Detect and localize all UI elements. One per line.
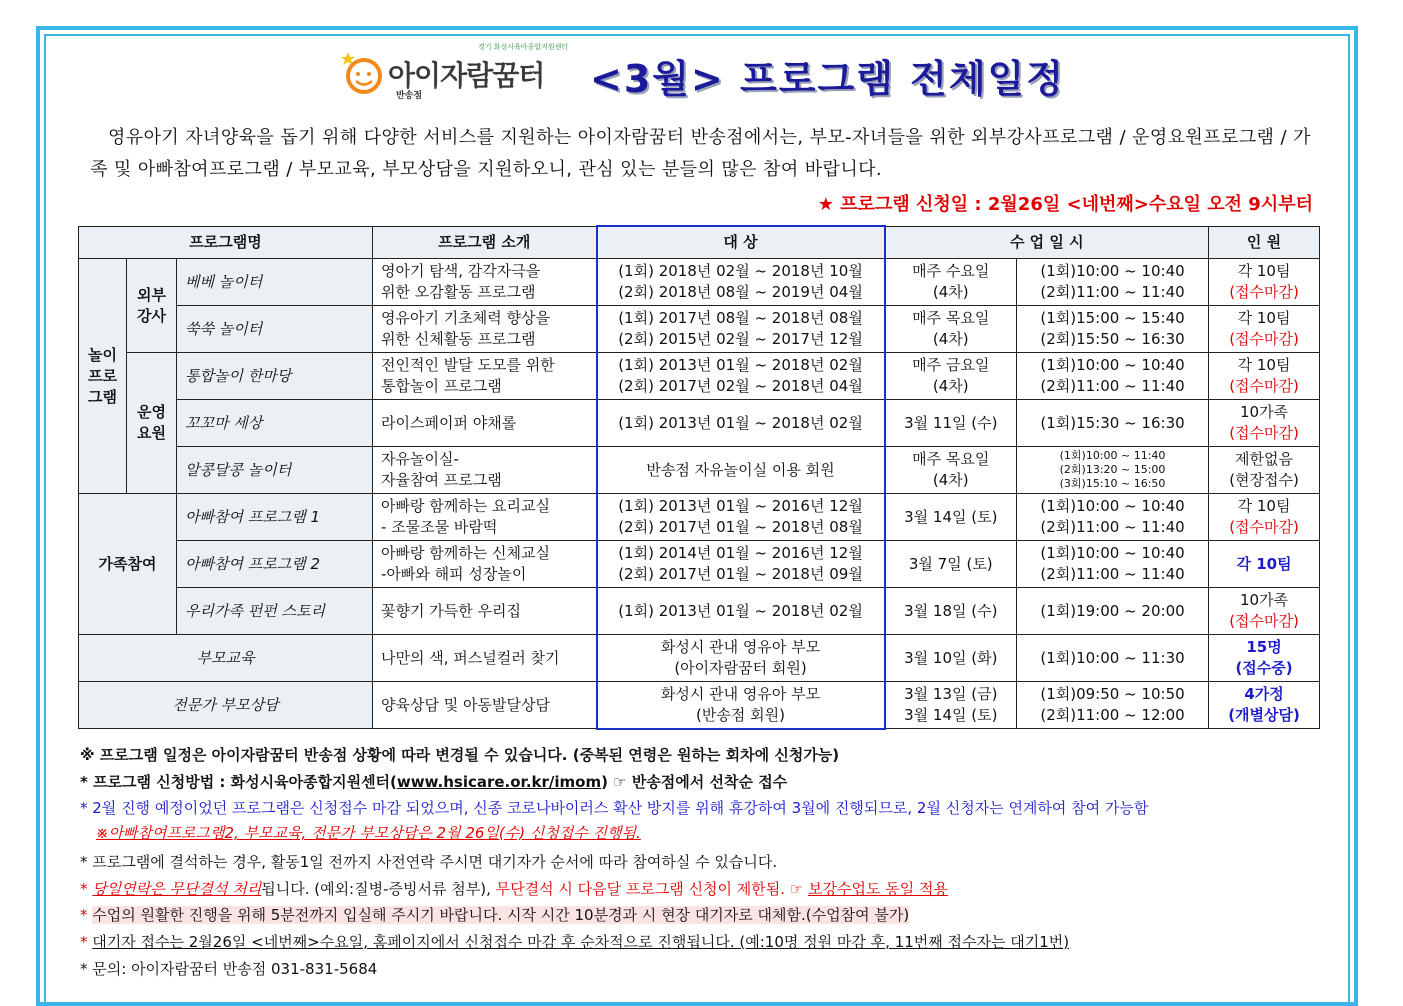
note-arrival: * 수업의 원활한 진행을 위해 5분전까지 입실해 주시기 바랍니다. 시작 시간 10분경과 시 현장 대기자로 대체함.(수업참여 불가) [80,906,910,924]
note-absence: * 프로그램에 결석하는 경우, 활동1일 전까지 사전연락 주시면 대기자가 순서에 따라 참여하실 수 있습니다. [80,853,778,871]
program-name: 쑥쑥 놀이터 [177,306,373,353]
program-capacity [1209,447,1320,494]
group-staff: 운영 요원 [127,353,177,494]
program-target: (1회) 2013년 01월 ~ 2018년 02월 [597,400,885,447]
program-capacity [1209,635,1320,682]
header-intro: 프로그램 소개 [373,226,597,259]
program-time: (1회)10:00 ~ 10:40 (2회)11:00 ~ 11:40 [1017,494,1209,541]
page-title: <3월> 프로그램 전체일정 [590,57,1065,101]
program-day: 3월 14일 (토) [885,494,1017,541]
program-capacity [1209,400,1320,447]
program-intro: 자유놀이실- 자율참여 프로그램 [373,447,597,494]
program-target: 화성시 관내 영유아 부모 (반송점 회원) [597,682,885,729]
program-target: (1회) 2013년 01월 ~ 2018년 02월 (2회) 2017년 02월 ~ 2018년 04월 [597,353,885,400]
table-row [79,353,1320,400]
note-apply-method [80,771,787,792]
program-name: 아빠참여 프로그램 1 [177,494,373,541]
table-header-row [79,226,1320,259]
program-time: (1회)10:00 ~ 10:40 (2회)11:00 ~ 11:40 [1017,541,1209,588]
program-capacity [1209,682,1320,729]
program-day: 3월 11일 (수) [885,400,1017,447]
table-row [79,682,1320,729]
header-name: 프로그램명 [79,226,373,259]
group-play: 놀이 프로 그램 [79,259,127,494]
note-apply-text-end: ) ☞ 반송점에서 선착순 접수 [601,773,788,791]
program-day: 매주 목요일 (4차) [885,447,1017,494]
program-name: 아빠참여 프로그램 2 [177,541,373,588]
capacity-status: (현장접수) [1229,471,1299,489]
capacity-status: (접수마감) [1229,612,1299,630]
logo-center-name: 경기 화성시육아종합지원센터 [478,43,569,51]
apply-date-notice: ★ 프로그램 신청일 : 2월26일 <네번째>수요일 오전 9시부터 [817,194,1313,215]
no-show-makeup: 보강수업도 동일 적용 [808,880,948,898]
arrival-text: 수업의 원활한 진행을 위해 5분전까지 입실해 주시기 바랍니다. 시작 시간 10분경과 시 현장 대기자로 대체함.(수업참여 불가) [92,906,910,924]
program-time: (1회)10:00 ~ 10:40 (2회)11:00 ~ 11:40 [1017,259,1209,306]
program-time: (1회)10:00 ~ 11:40 (2회)13:20 ~ 15:00 (3회)15:10 ~ 16:50 [1017,447,1209,494]
program-day: 3월 7일 (토) [885,541,1017,588]
note-postponed: * 2월 진행 예정이었던 프로그램은 신청접수 마감 되었으며, 신종 코로나바이러스 확산 방지를 위해 휴강하여 3월에 진행되므로, 2월 신청자는 연계하여 참여 가능함 [80,799,1149,817]
program-time: (1회)15:00 ~ 15:40 (2회)15:50 ~ 16:30 [1017,306,1209,353]
waitlist-text: 대기자 접수는 2월26일 <네번째>수요일, 홈페이지에서 신청접수 마감 후 순차적으로 진행됩니다. (예:10명 정원 마감 후, 11번째 접수자는 대기1번) [92,933,1070,951]
capacity-status: (접수마감) [1229,330,1299,348]
capacity-value: 제한없음 [1235,450,1294,468]
program-name: 전문가 부모상담 [79,682,373,729]
child-face-logo-icon [342,50,382,96]
note-apply-text: * 프로그램 신청방법 : 화성시육아종합지원센터( [80,773,397,791]
program-capacity [1209,259,1320,306]
capacity-status: (접수마감) [1229,377,1299,395]
note-waitlist: * 대기자 접수는 2월26일 <네번째>수요일, 홈페이지에서 신청접수 마감 후 순차적으로 진행됩니다. (예:10명 정원 마감 후, 11번째 접수자는 대기1번) [80,933,1070,951]
capacity-value: 4가정 [1244,685,1284,703]
no-show-text: 됩니다. (예외:질병-증빙서류 첨부), [261,880,496,898]
logo-brand: 아이자람꿈터 [388,59,545,92]
program-intro: 아빠랑 함께하는 신체교실 -아빠와 해피 성장놀이 [373,541,597,588]
header-target: 대 상 [597,226,885,259]
capacity-value: 각 10팀 [1237,309,1291,327]
program-target: (1회) 2013년 01월 ~ 2018년 02월 [597,588,885,635]
capacity-value: 각 10팀 [1237,497,1291,515]
program-capacity [1209,588,1320,635]
program-capacity [1209,353,1320,400]
program-intro: 아빠랑 함께하는 요리교실 - 조물조물 바람떡 [373,494,597,541]
table-row [79,400,1320,447]
table-row [79,259,1320,306]
program-time: (1회)09:50 ~ 10:50 (2회)11:00 ~ 12:00 [1017,682,1209,729]
program-target: (1회) 2017년 08월 ~ 2018년 08월 (2회) 2015년 02월 ~ 2017년 12월 [597,306,885,353]
program-time: (1회)10:00 ~ 11:30 [1017,635,1209,682]
program-intro: 나만의 색, 퍼스널컬러 찾기 [373,635,597,682]
program-intro: 전인적인 발달 도모를 위한 통합놀이 프로그램 [373,353,597,400]
header-capacity: 인 원 [1209,226,1320,259]
no-show-rule: 당일연락은 무단결석 처리 [92,880,262,898]
program-target: (1회) 2018년 02월 ~ 2018년 10월 (2회) 2018년 08월 ~ 2019년 04월 [597,259,885,306]
capacity-value: 10가족 [1239,591,1289,609]
table-row [79,635,1320,682]
note-no-show: * 당일연락은 무단결석 처리됩니다. (예외:질병-증빙서류 첨부), 무단결석 시 다음달 프로그램 신청이 제한됨. ☞ 보강수업도 동일 적용 [80,880,948,898]
program-time: (1회)15:30 ~ 16:30 [1017,400,1209,447]
program-intro: 양육상담 및 아동발달상담 [373,682,597,729]
header-schedule: 수 업 일 시 [885,226,1209,259]
program-name: 통합놀이 한마당 [177,353,373,400]
program-day: 3월 10일 (화) [885,635,1017,682]
table-row [79,588,1320,635]
table-row [79,541,1320,588]
capacity-status: (접수마감) [1229,283,1299,301]
capacity-status: (접수중) [1235,659,1293,677]
program-day: 3월 18일 (수) [885,588,1017,635]
program-name: 베베 놀이터 [177,259,373,306]
intro-paragraph: 영유아기 자녀양육을 돕기 위해 다양한 서비스를 지원하는 아이자람꿈터 반송점에서는, 부모-자녀들을 위한 외부강사프로그램 / 운영요원프로그램 / 가족 및 아빠참여프로그램 / 부모교육, 부모상담을 지원하오니, 관심 있는 분들의 많은 참여 바랍니다. [90,127,1311,180]
capacity-status: (개별상담) [1228,706,1300,724]
note-contact: * 문의: 아이자람꿈터 반송점 031-831-5684 [80,960,378,978]
program-intro: 꽃향기 가득한 우리집 [373,588,597,635]
program-name: 꼬꼬마 세상 [177,400,373,447]
table-row [79,494,1320,541]
capacity-value: 10가족 [1239,403,1289,421]
program-capacity [1209,494,1320,541]
program-intro: 영유아기 기초체력 향상을 위한 신체활동 프로그램 [373,306,597,353]
capacity-value: 각 10팀 [1236,554,1292,573]
program-day: 3월 13일 (금) 3월 14일 (토) [885,682,1017,729]
program-time: (1회)19:00 ~ 20:00 [1017,588,1209,635]
program-intro: 영아기 탐색, 감각자극을 위한 오감활동 프로그램 [373,259,597,306]
capacity-status: (접수마감) [1229,424,1299,442]
program-capacity [1209,306,1320,353]
capacity-value: 각 10팀 [1237,356,1291,374]
no-show-restriction: 무단결석 시 다음달 프로그램 신청이 제한됨. ☞ [495,880,809,898]
program-time: (1회)10:00 ~ 10:40 (2회)11:00 ~ 11:40 [1017,353,1209,400]
program-name: 부모교육 [79,635,373,682]
program-day: 매주 목요일 (4차) [885,306,1017,353]
group-family: 가족참여 [79,494,177,635]
note-feb26: ※아빠참여프로그램2, 부모교육, 전문가 부모상담은 2월 26일(수) 신청접수 진행됨. [96,824,641,842]
program-target: 화성시 관내 영유아 부모 (아이자람꿈터 회원) [597,635,885,682]
program-name: 알콩달콩 놀이터 [177,447,373,494]
group-external: 외부 강사 [127,259,177,353]
program-name: 우리가족 펀펀 스토리 [177,588,373,635]
capacity-value: 각 10팀 [1237,262,1291,280]
table-row [79,447,1320,494]
program-capacity [1209,541,1320,588]
capacity-status: (접수마감) [1229,518,1299,536]
logo-branch: 반송점 [396,91,423,101]
schedule-table [78,225,1320,730]
program-day: 매주 수요일 (4차) [885,259,1017,306]
program-day: 매주 금요일 (4차) [885,353,1017,400]
capacity-value: 15명 [1246,638,1282,656]
hsicare-link[interactable]: www.hsicare.or.kr/imom [396,773,602,791]
note-schedule-change: ※ 프로그램 일정은 아이자람꿈터 반송점 상황에 따라 변경될 수 있습니다. (중복된 연령은 원하는 회차에 신청가능) [80,746,840,764]
program-intro: 라이스페이퍼 야채롤 [373,400,597,447]
table-row [79,306,1320,353]
logo [338,40,574,102]
program-target: 반송점 자유놀이실 이용 회원 [597,447,885,494]
program-target: (1회) 2014년 01월 ~ 2016년 12월 (2회) 2017년 01월 ~ 2018년 09월 [597,541,885,588]
program-target: (1회) 2013년 01월 ~ 2016년 12월 (2회) 2017년 01월 ~ 2018년 08월 [597,494,885,541]
